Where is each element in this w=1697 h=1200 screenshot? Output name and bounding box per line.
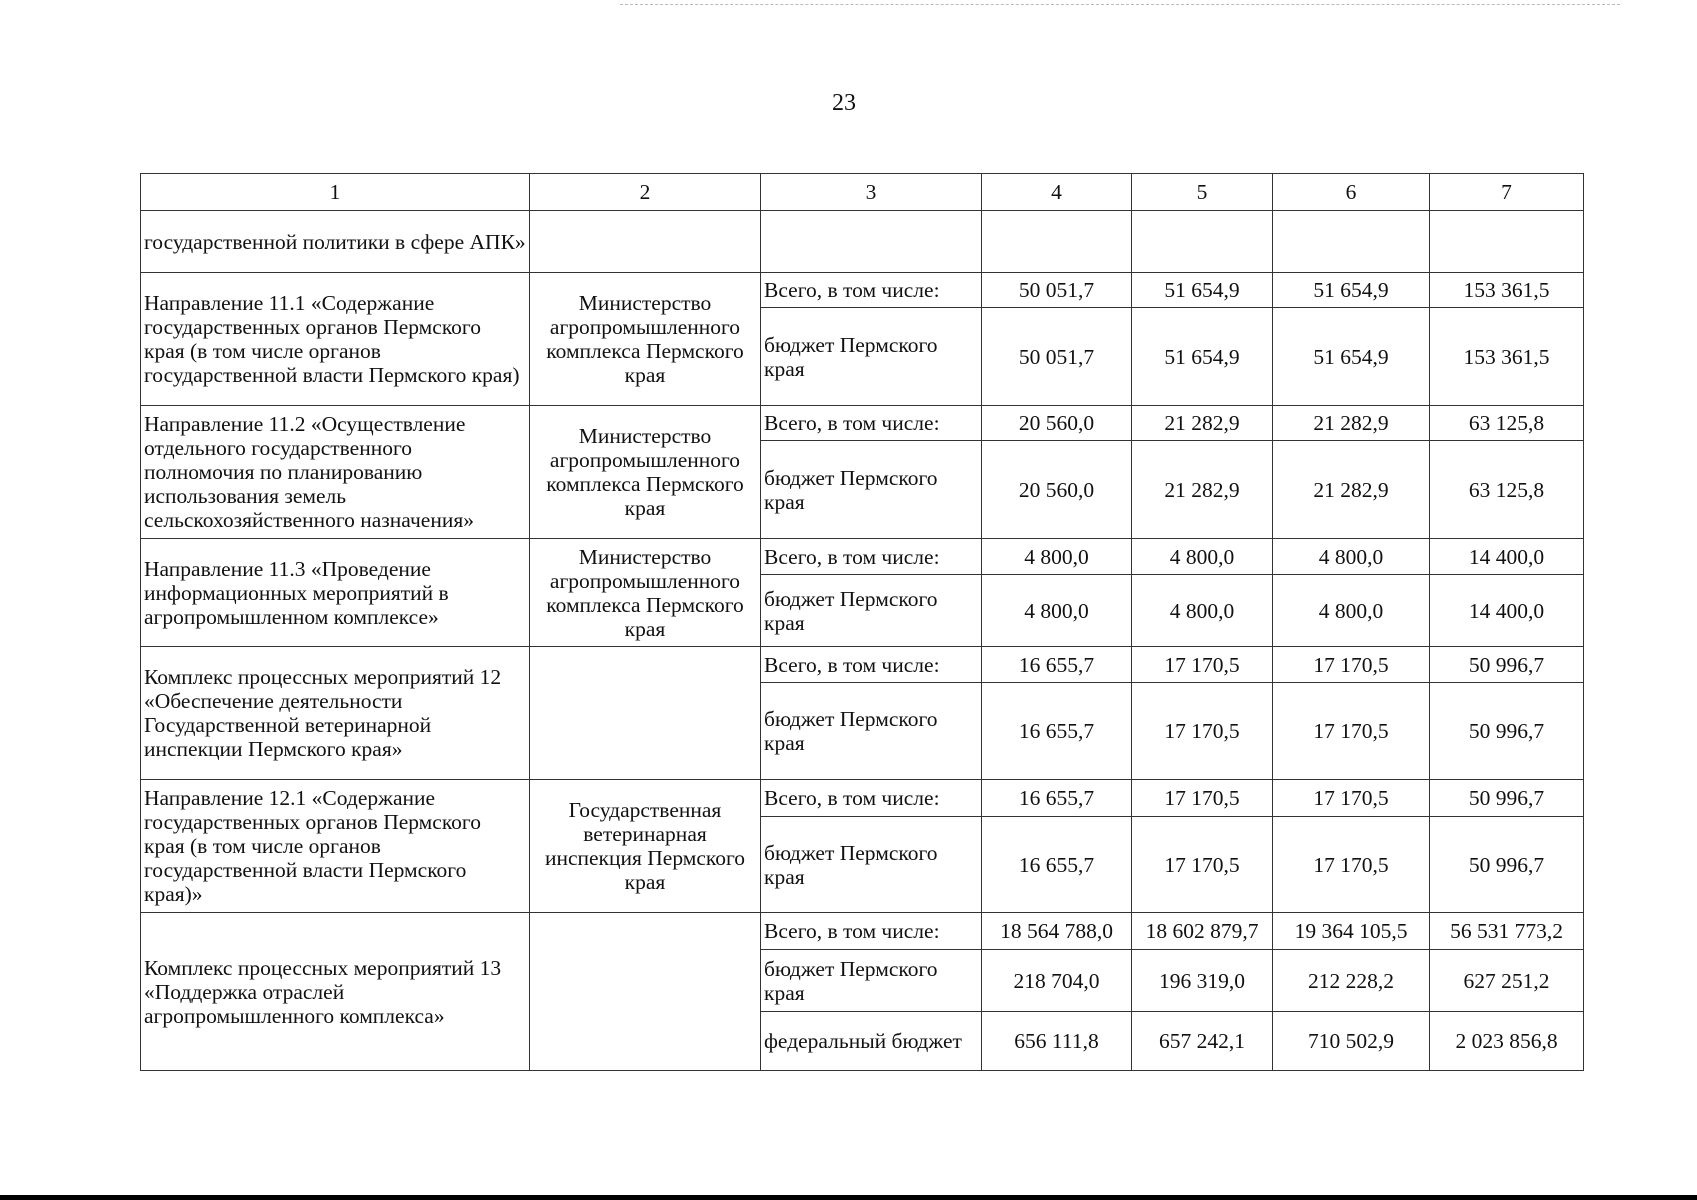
amount-cell: 4 800,0 (1273, 539, 1430, 575)
funding-source: Всего, в том числе: (761, 647, 982, 683)
table-row (141, 647, 1584, 683)
amount-cell: 4 800,0 (1273, 575, 1430, 647)
responsible-executor: Министерство агропромышленного комплекса Пермского края (530, 539, 761, 647)
funding-source: Всего, в том числе: (761, 406, 982, 441)
funding-source: бюджет Пермского края (761, 683, 982, 780)
amount-cell: 51 654,9 (1132, 308, 1273, 406)
amount-cell: 17 170,5 (1273, 683, 1430, 780)
amount-cell: 21 282,9 (1132, 406, 1273, 441)
amount-cell: 17 170,5 (1273, 817, 1430, 913)
row-name: Направление 11.3 «Проведение информационных мероприятий в агропромышленном комплексе» (141, 539, 530, 647)
budget-table (140, 173, 1584, 1071)
funding-source: бюджет Пермского края (761, 308, 982, 406)
amount-cell: 63 125,8 (1430, 406, 1584, 441)
table-row (141, 780, 1584, 817)
empty-cell (982, 211, 1132, 273)
column-header: 5 (1132, 174, 1273, 211)
funding-source: Всего, в том числе: (761, 913, 982, 950)
page-number: 23 (832, 90, 856, 116)
amount-cell: 14 400,0 (1430, 575, 1584, 647)
row-name: Направление 11.1 «Содержание государственных органов Пермского края (в том числе органов государственной власти Пермского края) (141, 273, 530, 406)
empty-cell (530, 211, 761, 273)
amount-cell: 21 282,9 (1273, 441, 1430, 539)
funding-source: федеральный бюджет (761, 1012, 982, 1071)
responsible-executor (530, 913, 761, 1071)
amount-cell: 63 125,8 (1430, 441, 1584, 539)
funding-source: бюджет Пермского края (761, 575, 982, 647)
amount-cell: 18 564 788,0 (982, 913, 1132, 950)
amount-cell: 50 996,7 (1430, 780, 1584, 817)
amount-cell: 20 560,0 (982, 406, 1132, 441)
empty-cell (1273, 211, 1430, 273)
amount-cell: 50 996,7 (1430, 647, 1584, 683)
amount-cell: 50 051,7 (982, 273, 1132, 308)
column-header: 1 (141, 174, 530, 211)
amount-cell: 4 800,0 (982, 539, 1132, 575)
amount-cell: 16 655,7 (982, 647, 1132, 683)
row-name: Направление 12.1 «Содержание государственных органов Пермского края (в том числе органов государственной власти Пермского края)» (141, 780, 530, 913)
amount-cell: 50 996,7 (1430, 817, 1584, 913)
amount-cell: 16 655,7 (982, 817, 1132, 913)
column-header: 2 (530, 174, 761, 211)
amount-cell: 50 996,7 (1430, 683, 1584, 780)
column-header: 3 (761, 174, 982, 211)
amount-cell: 19 364 105,5 (1273, 913, 1430, 950)
amount-cell: 627 251,2 (1430, 950, 1584, 1012)
amount-cell: 657 242,1 (1132, 1012, 1273, 1071)
amount-cell: 17 170,5 (1132, 780, 1273, 817)
amount-cell: 656 111,8 (982, 1012, 1132, 1071)
column-header: 7 (1430, 174, 1584, 211)
amount-cell: 51 654,9 (1273, 308, 1430, 406)
amount-cell: 153 361,5 (1430, 273, 1584, 308)
amount-cell: 21 282,9 (1273, 406, 1430, 441)
table-row (141, 406, 1584, 441)
amount-cell: 153 361,5 (1430, 308, 1584, 406)
table-row (141, 913, 1584, 950)
empty-cell (1132, 211, 1273, 273)
funding-source: бюджет Пермского края (761, 817, 982, 913)
row-name: Направление 11.2 «Осуществление отдельного государственного полномочия по планированию использования земель сельскохозяйственного назначения» (141, 406, 530, 539)
empty-cell (761, 211, 982, 273)
funding-source: бюджет Пермского края (761, 441, 982, 539)
amount-cell: 17 170,5 (1132, 683, 1273, 780)
amount-cell: 710 502,9 (1273, 1012, 1430, 1071)
amount-cell: 218 704,0 (982, 950, 1132, 1012)
column-header: 6 (1273, 174, 1430, 211)
amount-cell: 17 170,5 (1132, 817, 1273, 913)
responsible-executor: Министерство агропромышленного комплекса Пермского края (530, 406, 761, 539)
empty-cell (1430, 211, 1584, 273)
row-name: Комплекс процессных мероприятий 12 «Обеспечение деятельности Государственной ветеринарной инспекции Пермского края» (141, 647, 530, 780)
amount-cell: 2 023 856,8 (1430, 1012, 1584, 1071)
funding-source: Всего, в том числе: (761, 273, 982, 308)
responsible-executor: Государственная ветеринарная инспекция Пермского края (530, 780, 761, 913)
amount-cell: 17 170,5 (1132, 647, 1273, 683)
amount-cell: 16 655,7 (982, 683, 1132, 780)
amount-cell: 50 051,7 (982, 308, 1132, 406)
scan-edge-line (620, 4, 1620, 5)
amount-cell: 17 170,5 (1273, 647, 1430, 683)
amount-cell: 212 228,2 (1273, 950, 1430, 1012)
amount-cell: 51 654,9 (1273, 273, 1430, 308)
amount-cell: 4 800,0 (982, 575, 1132, 647)
funding-source: бюджет Пермского края (761, 950, 982, 1012)
amount-cell: 17 170,5 (1273, 780, 1430, 817)
amount-cell: 51 654,9 (1132, 273, 1273, 308)
amount-cell: 18 602 879,7 (1132, 913, 1273, 950)
amount-cell: 4 800,0 (1132, 539, 1273, 575)
amount-cell: 196 319,0 (1132, 950, 1273, 1012)
scan-bottom-edge (0, 1195, 1697, 1200)
table-row (141, 211, 1584, 273)
row-name: Комплекс процессных мероприятий 13 «Поддержка отраслей агропромышленного комплекса» (141, 913, 530, 1071)
responsible-executor: Министерство агропромышленного комплекса Пермского края (530, 273, 761, 406)
funding-source: Всего, в том числе: (761, 780, 982, 817)
amount-cell: 20 560,0 (982, 441, 1132, 539)
responsible-executor (530, 647, 761, 780)
table-row (141, 273, 1584, 308)
amount-cell: 16 655,7 (982, 780, 1132, 817)
column-header: 4 (982, 174, 1132, 211)
funding-source: Всего, в том числе: (761, 539, 982, 575)
amount-cell: 21 282,9 (1132, 441, 1273, 539)
amount-cell: 4 800,0 (1132, 575, 1273, 647)
row-name: государственной политики в сфере АПК» (141, 211, 530, 273)
amount-cell: 56 531 773,2 (1430, 913, 1584, 950)
header-row (141, 174, 1584, 211)
amount-cell: 14 400,0 (1430, 539, 1584, 575)
table-row (141, 539, 1584, 575)
